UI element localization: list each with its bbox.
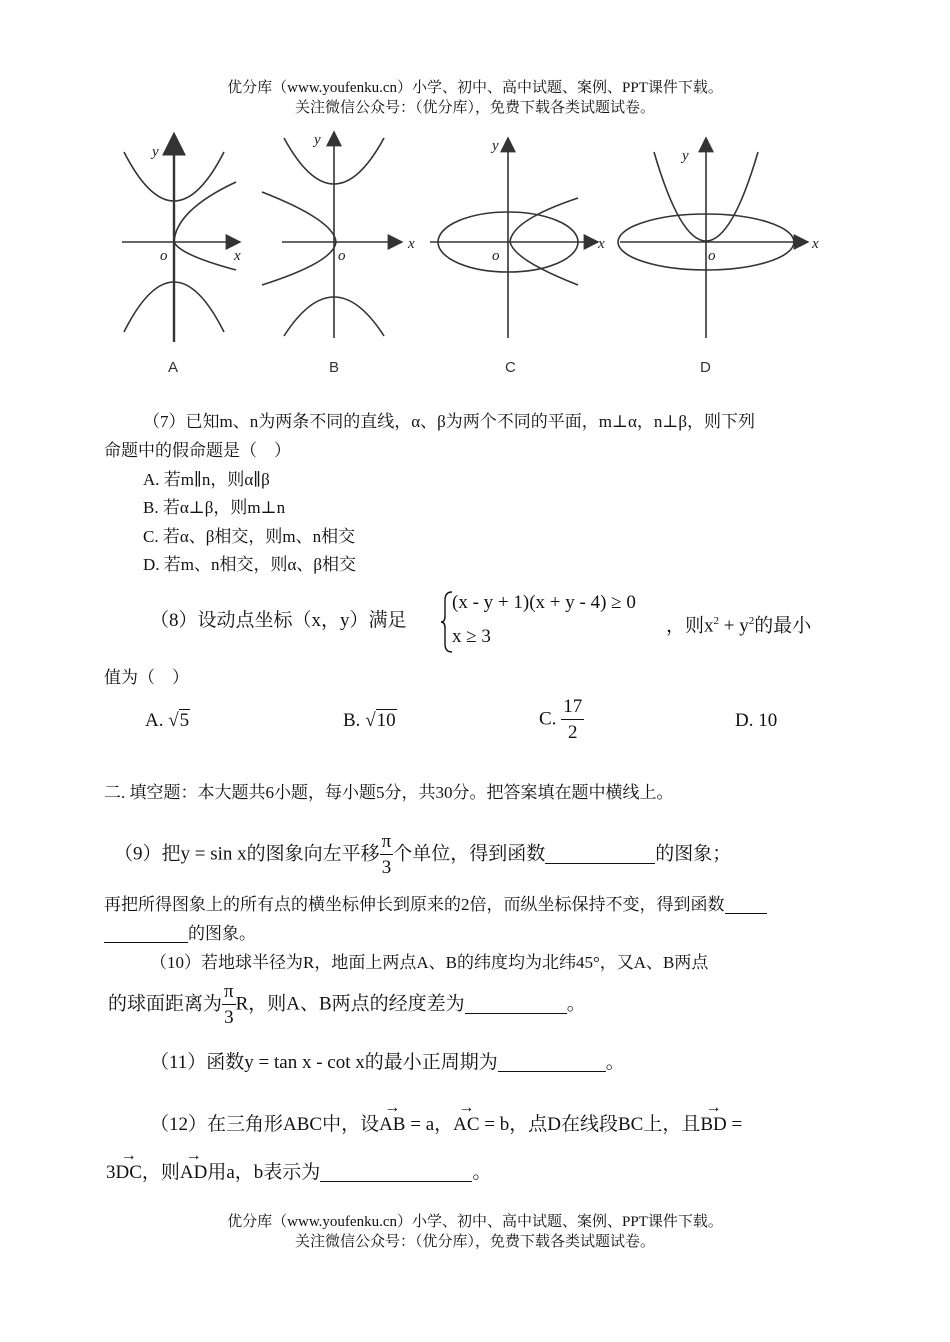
figure-a-y-label: y [152, 144, 159, 160]
figure-a-parabola [174, 182, 236, 270]
q7-option-c: C. 若α、β相交，则m、n相交 [143, 527, 356, 546]
figure-a-caption: A [168, 359, 179, 376]
q8-option-a: A. √5 [145, 710, 190, 731]
figure-b-x-label: x [408, 236, 415, 252]
figure-b-origin-label: o [338, 248, 346, 264]
vector-ac: → AC [453, 1112, 479, 1138]
footer-line-1: 优分库（www.youfenku.cn）小学、初中、高中试题、案例、PPT课件下载。 [227, 1214, 723, 1230]
figure-b-caption: B [329, 359, 340, 376]
header-line-2: 关注微信公众号：（优分库），免费下载各类试题试卷。 [294, 100, 655, 116]
q7-option-d: D. 若m、n相交，则α、β相交 [143, 555, 357, 574]
q8-option-c: C. $\frac{17}{2}$ [539, 696, 583, 743]
q8-option-d: D. 10 [735, 710, 778, 731]
figure-c-caption: C [505, 359, 516, 376]
figure-d-caption: D [700, 359, 711, 376]
q8-objective: ，则$x^2 + y^2$的最小 [666, 615, 812, 637]
q7-stem-line-2: 命题中的假命题是（ ） [104, 441, 291, 460]
figure-d-x-label: x [812, 236, 819, 252]
q7-stem-line-1: （7）已知m、n为两条不同的直线，α、β为两个不同的平面，m⊥α，n⊥β，则下列 [143, 412, 756, 431]
q7-option-a: A. 若m∥n，则α∥β [143, 470, 270, 489]
q11-line: （11）函数y = tan x - cot x的最小正周期为 。 [150, 1052, 625, 1073]
figure-d-origin-label: o [708, 248, 716, 264]
q9-line-1: （9）把y = sin x的图象向左平移 $\frac{\pi}{3}$ 个单位，得到函数 的图象； [114, 831, 732, 878]
q9-answer-blank-1[interactable] [545, 845, 655, 864]
vector-ad: → AD [180, 1160, 207, 1186]
figure-b-parabola [262, 192, 336, 285]
q9-answer-blank-2a[interactable] [725, 895, 767, 914]
q12-line-1: （12）在三角形ABC中，设→ AB = a，→ AC = b，点D在线段BC上，且→ BD = [150, 1112, 742, 1138]
figure-d-y-label: y [682, 148, 689, 164]
q12-line-2: 3→ DC，则→ AD用a，b表示为 。 [106, 1160, 491, 1186]
q10-line-2: 的球面距离为 $\frac{\pi}{3}$ R，则A、B两点的经度差为 。 [108, 981, 586, 1028]
q9-fraction: $\frac{\pi}{3}$ [381, 831, 392, 878]
figure-c-y-label: y [492, 138, 499, 154]
q8-option-b: B. √10 [343, 710, 396, 731]
figure-b [262, 132, 402, 338]
figure-c-origin-label: o [492, 248, 500, 264]
q9-answer-blank-2b[interactable] [104, 924, 188, 943]
q9-line-2: 再把所得图象上的所有点的横坐标伸长到原来的2倍，而纵坐标保持不变，得到函数 [104, 893, 767, 917]
figure-a-origin-label: o [160, 248, 168, 264]
vector-ab: → AB [379, 1112, 405, 1138]
q10-fraction: $\frac{\pi}{3}$ [224, 981, 234, 1028]
figure-d [618, 138, 808, 338]
figure-a-x-label: x [234, 248, 241, 264]
header-line-1: 优分库（www.youfenku.cn）小学、初中、高中试题、案例、PPT课件下载。 [227, 80, 723, 96]
figure-c [430, 138, 598, 338]
figure-a [122, 134, 240, 342]
q8-stem-line-2: 值为（ ） [104, 668, 189, 687]
section-2-title: 二. 填空题：本大题共6小题，每小题5分，共30分。把答案填在题中横线上。 [104, 783, 674, 802]
q8-stem-prefix: （8）设动点坐标（x，y）满足 [150, 610, 407, 631]
q11-answer-blank[interactable] [498, 1053, 606, 1072]
vector-bd: → BD [700, 1112, 726, 1138]
q9-line-3: 的图象。 [104, 922, 256, 946]
q8-condition-1: (x - y + 1)(x + y - 4) ≥ 0 [452, 592, 636, 613]
q8-condition-2: x ≥ 3 [452, 626, 491, 647]
q10-line-1: （10）若地球半径为R，地面上两点A、B的纬度均为北纬45°，又A、B两点 [150, 953, 709, 972]
conic-figures [0, 120, 950, 390]
figure-c-x-label: x [598, 236, 605, 252]
vector-dc: → DC [116, 1160, 142, 1186]
q7-option-b: B. 若α⊥β，则m⊥n [143, 498, 286, 517]
footer-line-2: 关注微信公众号：（优分库），免费下载各类试题试卷。 [294, 1234, 655, 1250]
q10-answer-blank[interactable] [465, 995, 567, 1014]
figure-b-y-label: y [314, 132, 321, 148]
q12-answer-blank[interactable] [320, 1163, 472, 1182]
